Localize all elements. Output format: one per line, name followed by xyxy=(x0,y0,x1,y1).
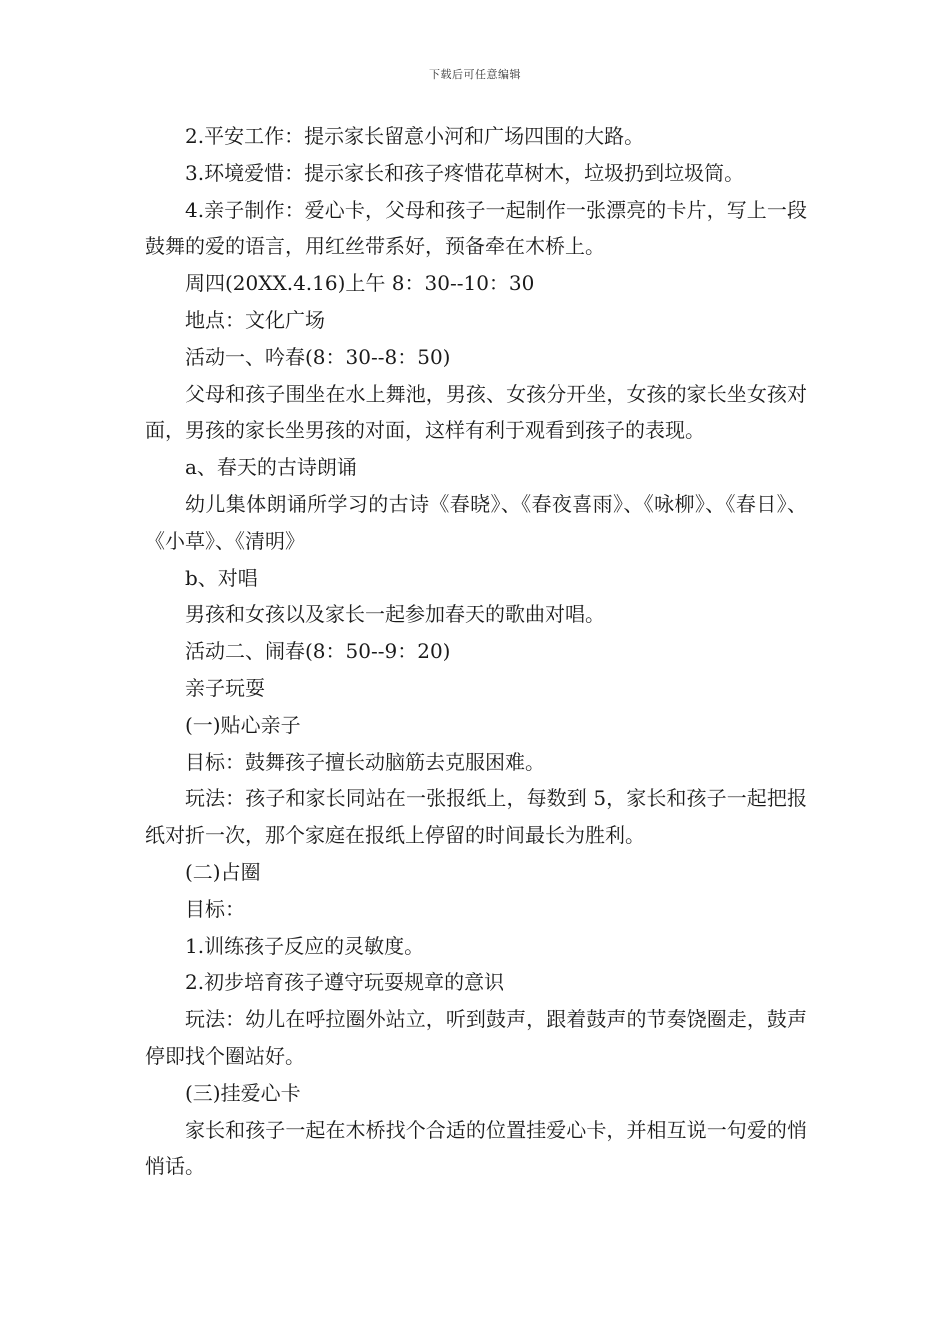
paragraph-game-two-rules: 玩法：幼儿在呼拉圈外站立，听到鼓声，跟着鼓声的节奏饶圈走，鼓声停即找个圈站好。 xyxy=(145,1007,807,1068)
document-body xyxy=(145,118,807,1185)
heading-activity-one: 活动一、吟春(8：30--8：50) xyxy=(185,344,451,369)
page-header: 下载后可任意编辑 xyxy=(429,68,521,81)
heading-game-one: (一)贴心亲子 xyxy=(185,712,301,737)
heading-duet: b、对唱 xyxy=(185,565,258,590)
paragraph-duet: 男孩和女孩以及家长一起参加春天的歌曲对唱。 xyxy=(185,602,605,627)
paragraph-location: 地点：文化广场 xyxy=(185,307,325,332)
paragraph-game-three: 家长和孩子一起在木桥找个合适的位置挂爱心卡，并相互说一句爱的悄悄话。 xyxy=(145,1117,807,1179)
paragraph-game-two-goal-label: 目标： xyxy=(185,896,245,921)
heading-game-two: (二)占圈 xyxy=(185,859,261,884)
paragraph-schedule: 周四(20XX.4.16)上午 8：30--10：30 xyxy=(185,271,535,296)
heading-poetry: a、春天的古诗朗诵 xyxy=(185,455,357,480)
paragraph-safety: 2.平安工作：提示家长留意小河和广场四围的大路。 xyxy=(185,124,645,148)
heading-game-three: (三)挂爱心卡 xyxy=(185,1080,301,1105)
paragraph-environment: 3.环境爱惜：提示家长和孩子疼惜花草树木，垃圾扔到垃圾筒。 xyxy=(185,160,745,185)
paragraph-game-one-rules: 玩法：孩子和家长同站在一张报纸上，每数到 5，家长和孩子一起把报纸对折一次，那个家庭在报纸上停留的时间最长为胜利。 xyxy=(145,786,807,848)
paragraph-game-two-goal-1: 1.训练孩子反应的灵敏度。 xyxy=(185,933,425,958)
paragraph-poems: 幼儿集体朗诵所学习的古诗《春晓》、《春夜喜雨》、《咏柳》、《春日》、《小草》、《清明》 xyxy=(145,491,807,553)
paragraph-game-two-goal-2: 2.初步培育孩子遵守玩耍规章的意识 xyxy=(185,970,505,995)
paragraph-craft: 4.亲子制作：爱心卡，父母和孩子一起制作一张漂亮的卡片，写上一段鼓舞的爱的语言，用红丝带系好，预备牵在木桥上。 xyxy=(145,197,807,259)
paragraph-seating: 父母和孩子围坐在水上舞池，男孩、女孩分开坐，女孩的家长坐女孩对面，男孩的家长坐男孩的对面，这样有利于观看到孩子的表现。 xyxy=(145,381,807,443)
heading-activity-two: 活动二、闹春(8：50--9：20) xyxy=(185,639,451,664)
heading-games: 亲子玩耍 xyxy=(185,675,265,700)
paragraph-game-one-goal: 目标：鼓舞孩子擅长动脑筋去克服困难。 xyxy=(185,749,545,774)
